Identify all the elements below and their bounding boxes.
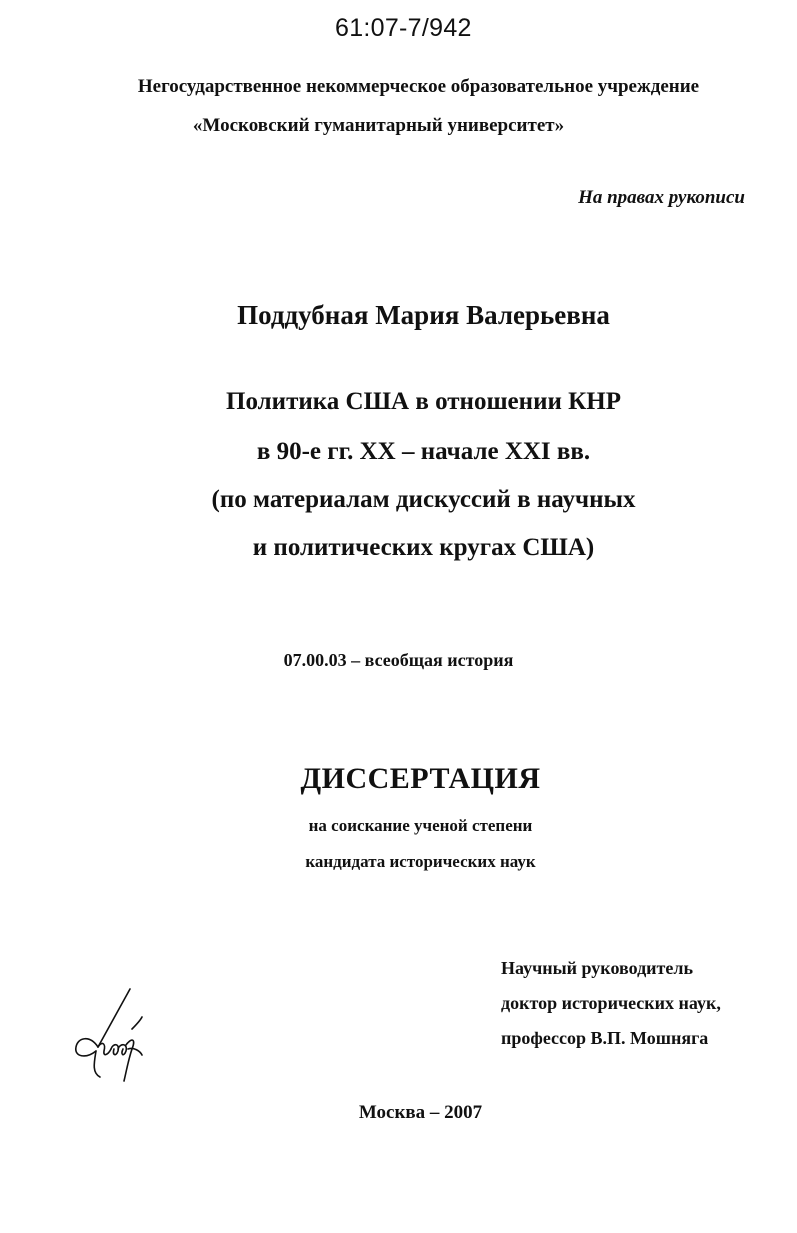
signature-icon: [68, 985, 168, 1085]
advisor-line-3: профессор В.П. Мошняга: [501, 1028, 709, 1048]
degree-line-2: кандидата исторических наук: [305, 852, 536, 871]
rights-note: На правах рукописи: [578, 187, 745, 208]
degree-line-1: на соискание ученой степени: [308, 816, 533, 835]
institution-line-1: Негосударственное некоммерческое образовательное учреждение: [137, 76, 700, 97]
catalog-number: 61:07-7/942: [335, 14, 472, 42]
specialty-code: 07.00.03 – всеобщая история: [283, 650, 514, 670]
title-line-3: (по материалам дискуссий в научных: [211, 486, 636, 513]
city-year: Москва – 2007: [358, 1102, 483, 1123]
advisor-line-2: доктор исторических наук,: [501, 993, 721, 1013]
document-type: ДИССЕРТАЦИЯ: [300, 762, 541, 795]
author-name: Поддубная Мария Валерьевна: [237, 300, 610, 330]
title-line-2: в 90-е гг. XX – начале XXI вв.: [256, 438, 591, 465]
title-line-4: и политических кругах США): [252, 534, 595, 561]
institution-line-2: «Московский гуманитарный университет»: [192, 115, 565, 136]
advisor-line-1: Научный руководитель: [501, 958, 693, 978]
title-line-1: Политика США в отношении КНР: [226, 388, 621, 415]
